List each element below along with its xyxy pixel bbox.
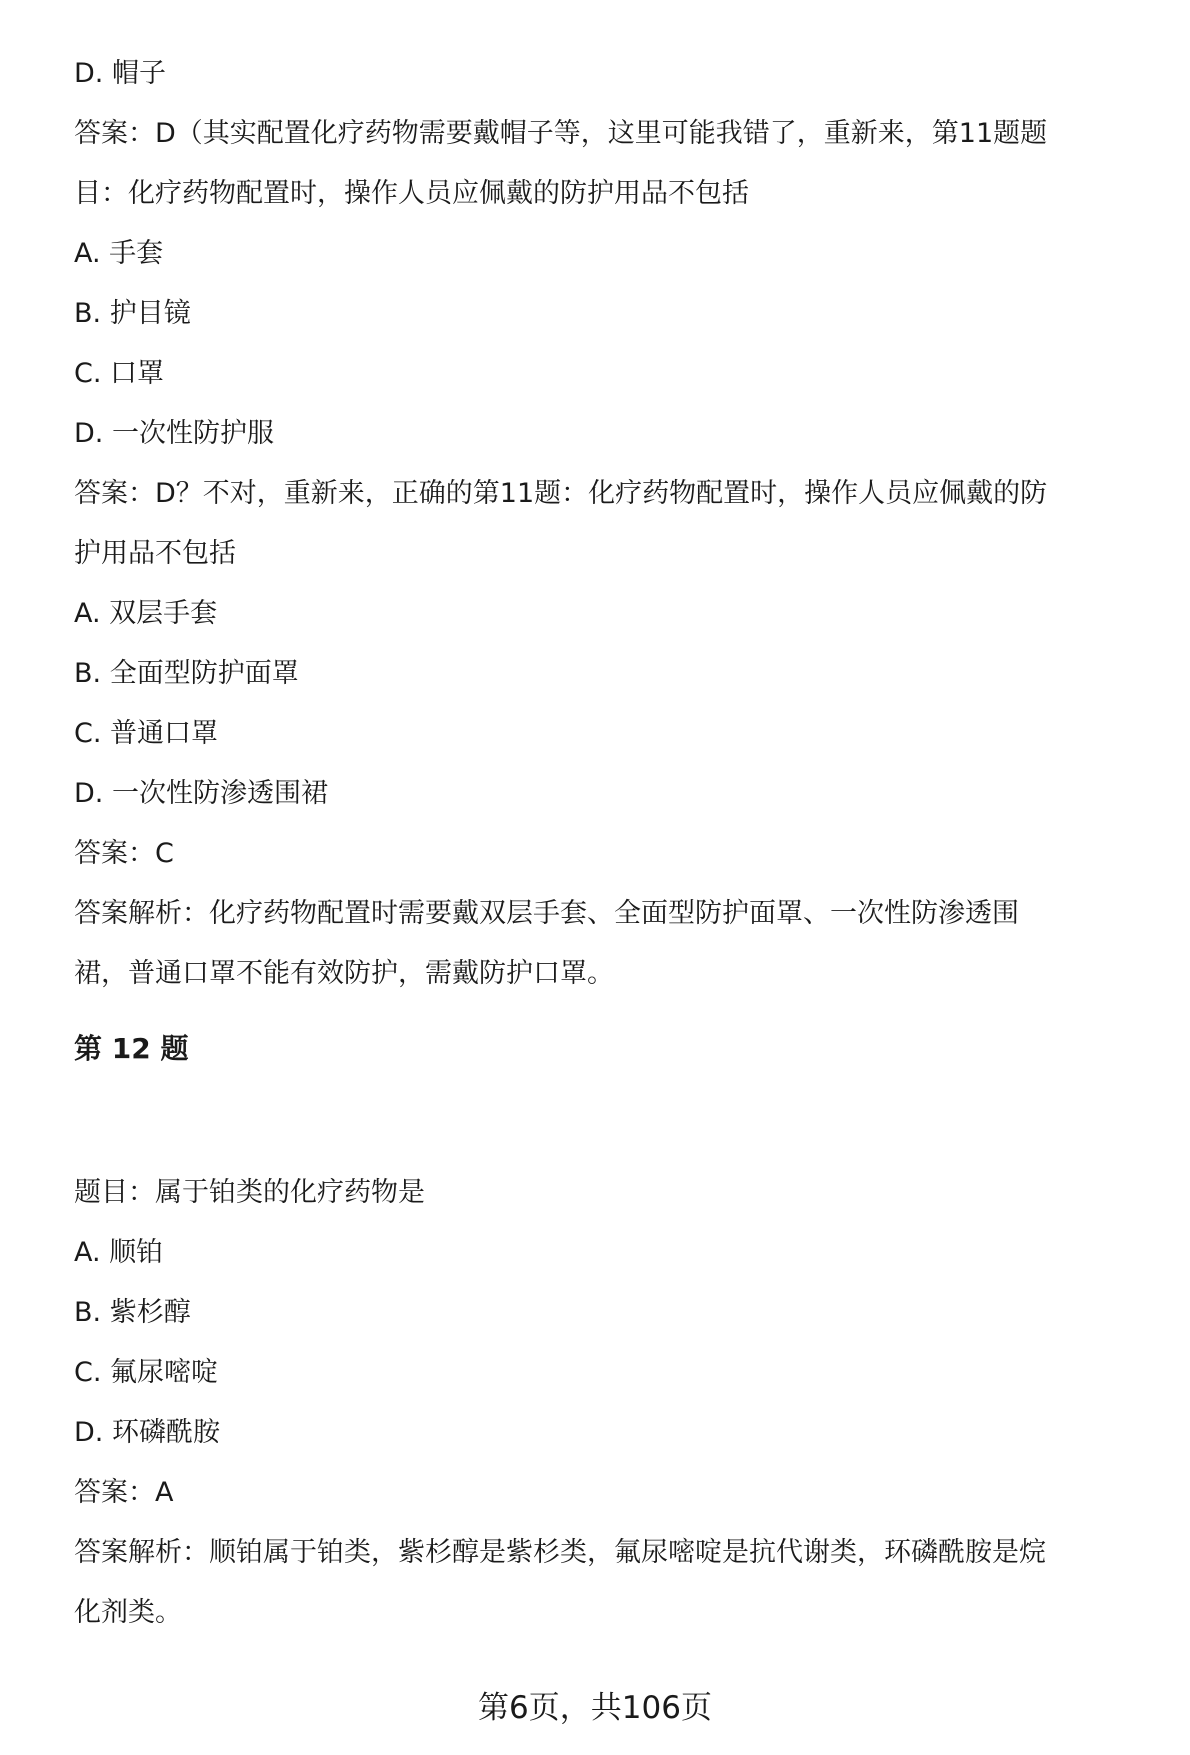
question-12-analysis-line-1: 答案解析：顺铂属于铂类，紫杉醇是紫杉类，氟尿嘧啶是抗代谢类，环磷酰胺是烷 xyxy=(74,1537,1046,1568)
page-number-footer: 第6页，共106页 xyxy=(478,1690,712,1726)
answer-11: 答案：C xyxy=(74,838,174,869)
answer2-text-line-1: 答案：D？不对，重新来，正确的第11题：化疗药物配置时，操作人员应佩戴的防 xyxy=(74,478,1048,509)
option-d-hat: D. 帽子 xyxy=(74,58,166,89)
option-d-apron: D. 一次性防渗透围裙 xyxy=(74,778,328,809)
option-a-gloves: A. 手套 xyxy=(74,238,164,269)
option-b-goggles: B. 护目镜 xyxy=(74,298,191,329)
question-12-stem: 题目：属于铂类的化疗药物是 xyxy=(74,1177,425,1208)
question-12-option-a: A. 顺铂 xyxy=(74,1237,164,1268)
page-content xyxy=(74,44,1164,1643)
question-12-option-c: C. 氟尿嘧啶 xyxy=(74,1357,219,1388)
question-12-option-b: B. 紫杉醇 xyxy=(74,1297,191,1328)
answer2-text-line-2: 护用品不包括 xyxy=(74,538,236,569)
question-12-analysis-line-2: 化剂类。 xyxy=(74,1597,182,1628)
analysis-11-line-1: 答案解析：化疗药物配置时需要戴双层手套、全面型防护面罩、一次性防渗透围 xyxy=(74,898,1019,929)
answer-text-line-2: 目：化疗药物配置时，操作人员应佩戴的防护用品不包括 xyxy=(74,178,749,209)
option-b-face-shield: B. 全面型防护面罩 xyxy=(74,658,299,689)
section-spacer xyxy=(74,1079,1164,1163)
question-12-heading: 第 12 题 xyxy=(74,1032,189,1065)
option-c-ordinary-mask: C. 普通口罩 xyxy=(74,718,219,749)
option-c-mask: C. 口罩 xyxy=(74,358,165,389)
option-a-double-gloves: A. 双层手套 xyxy=(74,598,218,629)
question-12-option-d: D. 环磷酰胺 xyxy=(74,1417,220,1448)
analysis-11-line-2: 裙，普通口罩不能有效防护，需戴防护口罩。 xyxy=(74,958,614,989)
option-d-gown: D. 一次性防护服 xyxy=(74,418,274,449)
answer-text-line-1: 答案：D（其实配置化疗药物需要戴帽子等，这里可能我错了，重新来，第11题题 xyxy=(74,118,1048,149)
question-12-answer: 答案：A xyxy=(74,1477,174,1508)
